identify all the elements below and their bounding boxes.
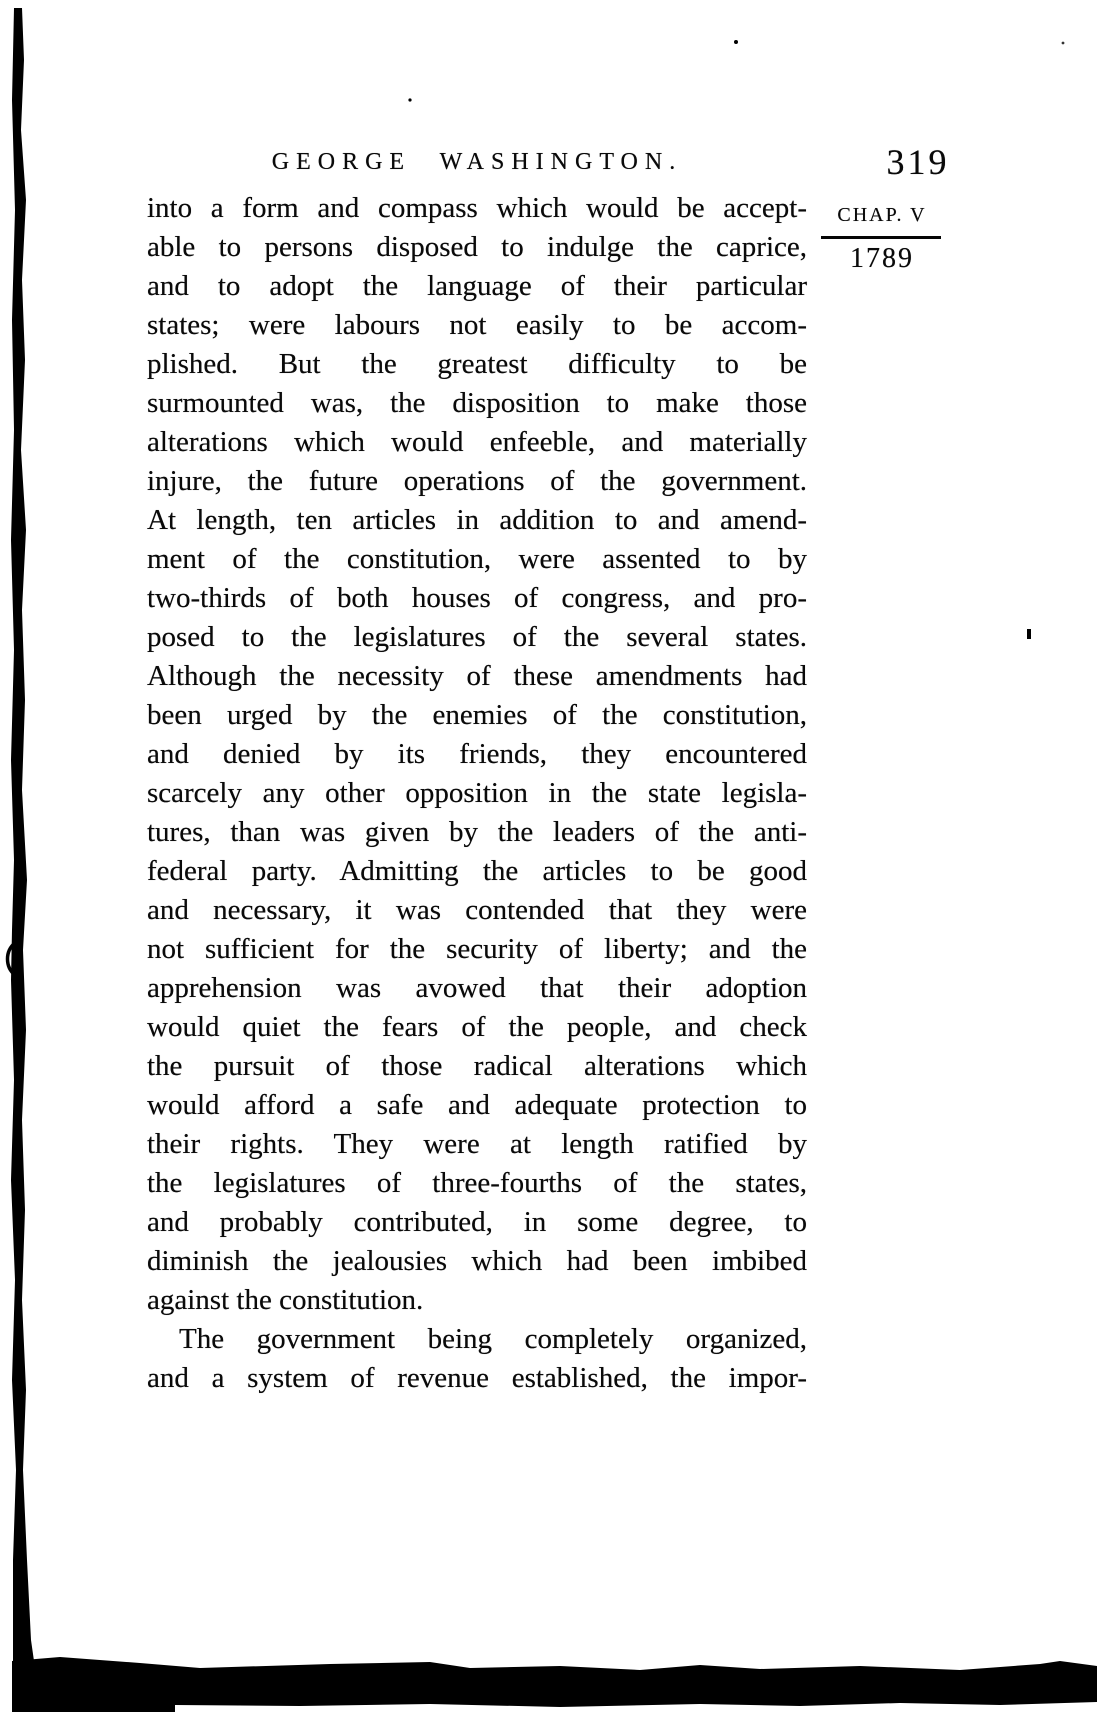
text-line: and denied by its friends, they encountered [147,738,807,770]
running-head: GEORGE WASHINGTON. [271,149,683,175]
text-line: The government being completely organized, [179,1323,807,1355]
text-line: would afford a safe and adequate protection to [147,1089,807,1121]
text-line: their rights. They were at length ratified by [147,1128,807,1160]
margin-chapter-note: CHAP. V [837,204,927,226]
text-line: the pursuit of those radical alterations which [147,1050,807,1082]
text-line: surmounted was, the disposition to make those [147,387,807,419]
text-line: Although the necessity of these amendments had [147,660,807,692]
scan-speck [1062,42,1065,45]
scan-artifact-bottom-bar [12,1657,1097,1712]
text-line: into a form and compass which would be accept- [147,192,807,224]
text-line: states; were labours not easily to be accom- [147,309,807,341]
margin-note-rule [821,236,941,239]
text-line: been urged by the enemies of the constitution, [147,699,807,731]
text-line: alterations which would enfeeble, and materially [147,426,807,458]
scan-speck [734,40,738,44]
scan-speck [1027,629,1031,639]
text-line: At length, ten articles in addition to and amend- [147,504,807,536]
scan-speck [408,98,411,101]
text-line: federal party. Admitting the articles to be good [147,855,807,887]
text-line: would quiet the fears of the people, and check [147,1011,807,1043]
text-line: apprehension was avowed that their adoption [147,972,807,1004]
body-text-column [147,189,807,1398]
text-line: the legislatures of three-fourths of the states, [147,1167,807,1199]
text-line: ment of the constitution, were assented to by [147,543,807,575]
text-line: and probably contributed, in some degree, to [147,1206,807,1238]
text-line: and necessary, it was contended that they were [147,894,807,926]
text-line: tures, than was given by the leaders of the anti- [147,816,807,848]
scan-artifact-crescent [8,943,16,975]
text-line: against the constitution. [147,1284,424,1316]
text-line: not sufficient for the security of liberty; and the [147,933,807,965]
text-line: diminish the jealousies which had been imbibed [147,1245,807,1277]
page-number: 319 [886,142,950,182]
text-line: scarcely any other opposition in the state legisla- [147,777,807,809]
margin-year-note: 1789 [850,243,914,274]
text-line: two-thirds of both houses of congress, and pro- [147,582,807,614]
text-line: plished. But the greatest difficulty to be [147,348,807,380]
text-line: able to persons disposed to indulge the caprice, [147,231,807,263]
text-line: and a system of revenue established, the impor- [147,1362,807,1394]
text-line: and to adopt the language of their particular [147,270,807,302]
text-line: injure, the future operations of the government. [147,465,807,497]
scan-artifact-left-bar [11,8,35,1668]
text-line: posed to the legislatures of the several states. [147,621,807,653]
